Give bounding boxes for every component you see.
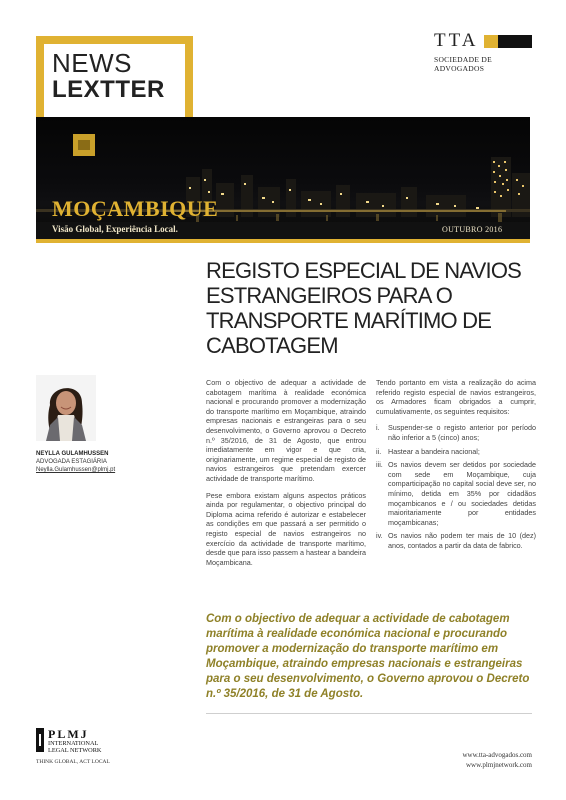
list-item-text: Os navios não podem ter mais de 10 (dez) anos, contados a partir da data de fabrico. [388, 531, 536, 550]
plmj-network-line1: INTERNATIONAL [48, 740, 99, 747]
author-email-link[interactable]: Neylla.Gulamhussen@plmj.pt [36, 467, 116, 473]
list-item-number: iv. [376, 531, 383, 541]
tta-logo-subtitle: SOCIEDADE DE ADVOGADOS [434, 55, 492, 73]
plmj-tagline: THINK GLOBAL, ACT LOCAL [36, 759, 110, 765]
tta-logo-bar [484, 35, 532, 48]
banner-country: MOÇAMBIQUE [52, 196, 219, 221]
plmj-logo-mark-inner [39, 734, 41, 746]
article-paragraph: Com o objectivo de adequar a actividade de cabotagem marítima à realidade económica nacional e procurando promover a modernização do transporte marítimo em Moçambique, atraindo empresas nacionais e estrangeiras para o seu desenvolvimento, o Governo aprovou o Decreto n.º 35/2016, de 31 de Agosto, que entrou imediatamente em vigor e que cria, originariamente, um regime especial de registo de navios estrangeiros que pretendam exercer actividade de transporte marítimo. [206, 378, 366, 483]
article-paragraph: Tendo portanto em vista a realização do acima referido registo especial de navios estrangeiros, os Armadores ficam obrigados a cumprir, cumulativamente, os seguintes requisitos: [376, 378, 536, 416]
banner-date: OUTUBRO 2016 [442, 225, 503, 234]
newsletter-title-line1: NEWS [52, 48, 132, 78]
article-column-2 [376, 378, 536, 555]
pull-quote: Com o objectivo de adequar a actividade de cabotagem marítima à realidade económica nacional e procurando promover a modernização do transporte marítimo em Moçambique, atraindo empresas nacionais e estrangeiras para o seu desenvolvimento, o Governo aprovou o Decreto n.º 35/2016, de 31 de Agosto. [206, 613, 530, 700]
author-info [36, 450, 115, 474]
footer-url-tta[interactable]: www.tta-advogados.com [462, 751, 532, 759]
plmj-network [48, 740, 128, 754]
tta-logo-text: TTA [434, 30, 479, 51]
footer-url-plmj[interactable]: www.plmjnetwork.com [465, 761, 532, 769]
list-item-number: ii. [376, 446, 382, 456]
divider [206, 713, 532, 714]
article-column-1 [206, 378, 366, 574]
list-item-text: Hastear a bandeira nacional; [388, 446, 480, 456]
newsletter-title-line2: LEXTTER [52, 76, 165, 103]
article-paragraph: Pese embora existam alguns aspectos práticos ainda por regulamentar, o objectivo principal do Diploma acima referido é autorizar e estabelecer as condições em que passará a ser permitido o registo especial de navios estrangeiros no exercício da actividade de transporte marítimo, desde que para isso passem a hastear a bandeira Moçambicana. [206, 490, 366, 567]
list-item [376, 531, 536, 550]
article-title: REGISTO ESPECIAL DE NAVIOS ESTRANGEIROS PARA O TRANSPORTE MARÍTIMO DE CABOTAGEM [206, 258, 522, 358]
requirements-list [376, 423, 536, 550]
author-name: NEYLLA GULAMHUSSEN [36, 451, 109, 457]
list-item-text: Os navios devem ser detidos por sociedade com sede em Moçambique, cuja comparticipação no capital social deve ser, no mínimo, detida em 35% por cidadãos moçambicanos e / ou sociedades detidas maioritariamente por entidades moçambicanas; [388, 460, 536, 527]
list-item-text: Suspender-se o registo anterior por período não inferior a 5 (cinco) anos; [388, 423, 536, 442]
list-item-number: i. [376, 423, 380, 433]
newsletter-title [52, 50, 165, 102]
author-photo [36, 375, 96, 441]
author-role: ADVOGADA ESTAGIÁRIA [36, 459, 107, 465]
list-item [376, 447, 536, 457]
plmj-network-line2: LEGAL NETWORK [48, 747, 102, 754]
plmj-logo-text: PLMJ [48, 727, 89, 741]
banner-gold-square-inner [78, 140, 90, 150]
banner-tagline: Visão Global, Experiência Local. [52, 224, 178, 234]
banner-gold-line [36, 239, 530, 243]
list-item-number: iii. [376, 460, 383, 470]
list-item [376, 423, 536, 442]
list-item [376, 460, 536, 527]
footer-urls [430, 750, 532, 770]
tta-logo [434, 30, 534, 73]
